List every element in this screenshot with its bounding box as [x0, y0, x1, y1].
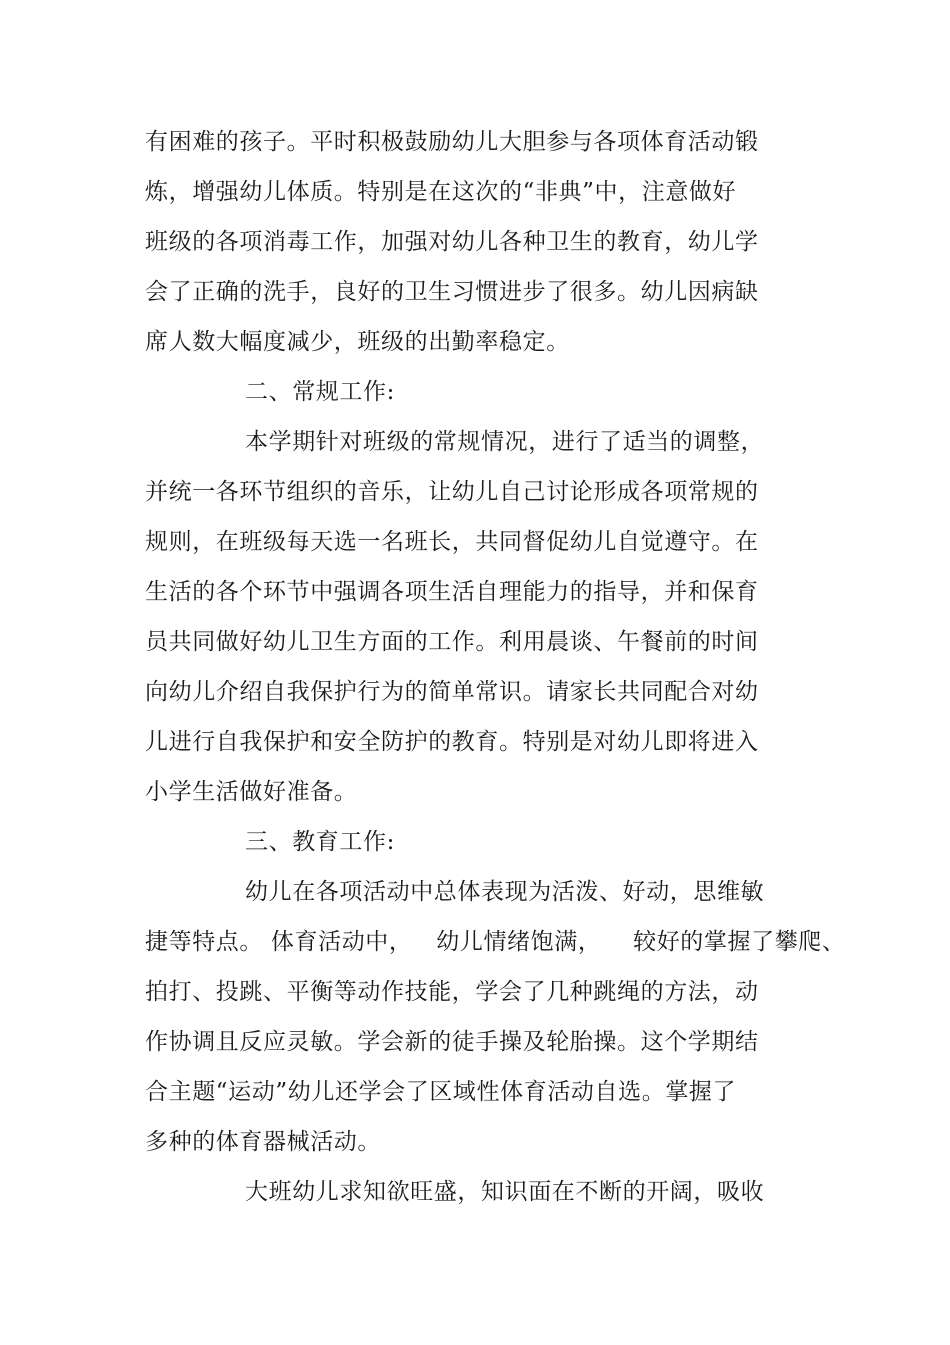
body-text-line: 儿进行自我保护和安全防护的教育。特别是对幼儿即将进入 [145, 729, 759, 755]
body-text-line: 员共同做好幼儿卫生方面的工作。利用晨谈、午餐前的时间 [145, 629, 759, 655]
body-text-line: 捷等特点。 体育活动中， 幼儿情绪饱满， 较好的掌握了攀爬、 [145, 929, 846, 955]
body-text-line: 会了正确的洗手，良好的卫生习惯进步了很多。幼儿因病缺 [145, 279, 759, 305]
body-text-line: 小学生活做好准备。 [145, 779, 358, 805]
body-text-line: 拍打、投跳、平衡等动作技能，学会了几种跳绳的方法，动 [145, 979, 759, 1005]
paragraph-first-line: 幼儿在各项活动中总体表现为活泼、好动，思维敏 [245, 879, 765, 905]
body-text-line: 席人数大幅度减少，班级的出勤率稳定。 [145, 329, 570, 355]
body-text-line: 生活的各个环节中强调各项生活自理能力的指导，并和保育 [145, 579, 759, 605]
body-text-line: 多种的体育器械活动。 [145, 1129, 381, 1155]
paragraph-first-line: 本学期针对班级的常规情况，进行了适当的调整， [245, 429, 765, 455]
body-text-line: 炼，增强幼儿体质。特别是在这次的“非典”中，注意做好 [145, 179, 737, 205]
body-text-line: 班级的各项消毒工作，加强对幼儿各种卫生的教育，幼儿学 [145, 229, 759, 255]
body-text-line: 作协调且反应灵敏。学会新的徒手操及轮胎操。这个学期结 [145, 1029, 759, 1055]
body-text-line: 规则，在班级每天选一名班长，共同督促幼儿自觉遵守。在 [145, 529, 759, 555]
section-heading: 二、常规工作: [245, 379, 395, 405]
body-text-line: 合主题“运动”幼儿还学会了区域性体育活动自选。掌握了 [145, 1079, 737, 1105]
paragraph-first-line: 大班幼儿求知欲旺盛，知识面在不断的开阔，吸收 [245, 1179, 765, 1205]
body-text-line: 有困难的孩子。平时积极鼓励幼儿大胆参与各项体育活动锻 [145, 129, 759, 155]
body-text-line: 并统一各环节组织的音乐，让幼儿自己讨论形成各项常规的 [145, 479, 759, 505]
body-text-line: 向幼儿介绍自我保护行为的简单常识。请家长共同配合对幼 [145, 679, 759, 705]
section-heading: 三、教育工作: [245, 829, 395, 855]
